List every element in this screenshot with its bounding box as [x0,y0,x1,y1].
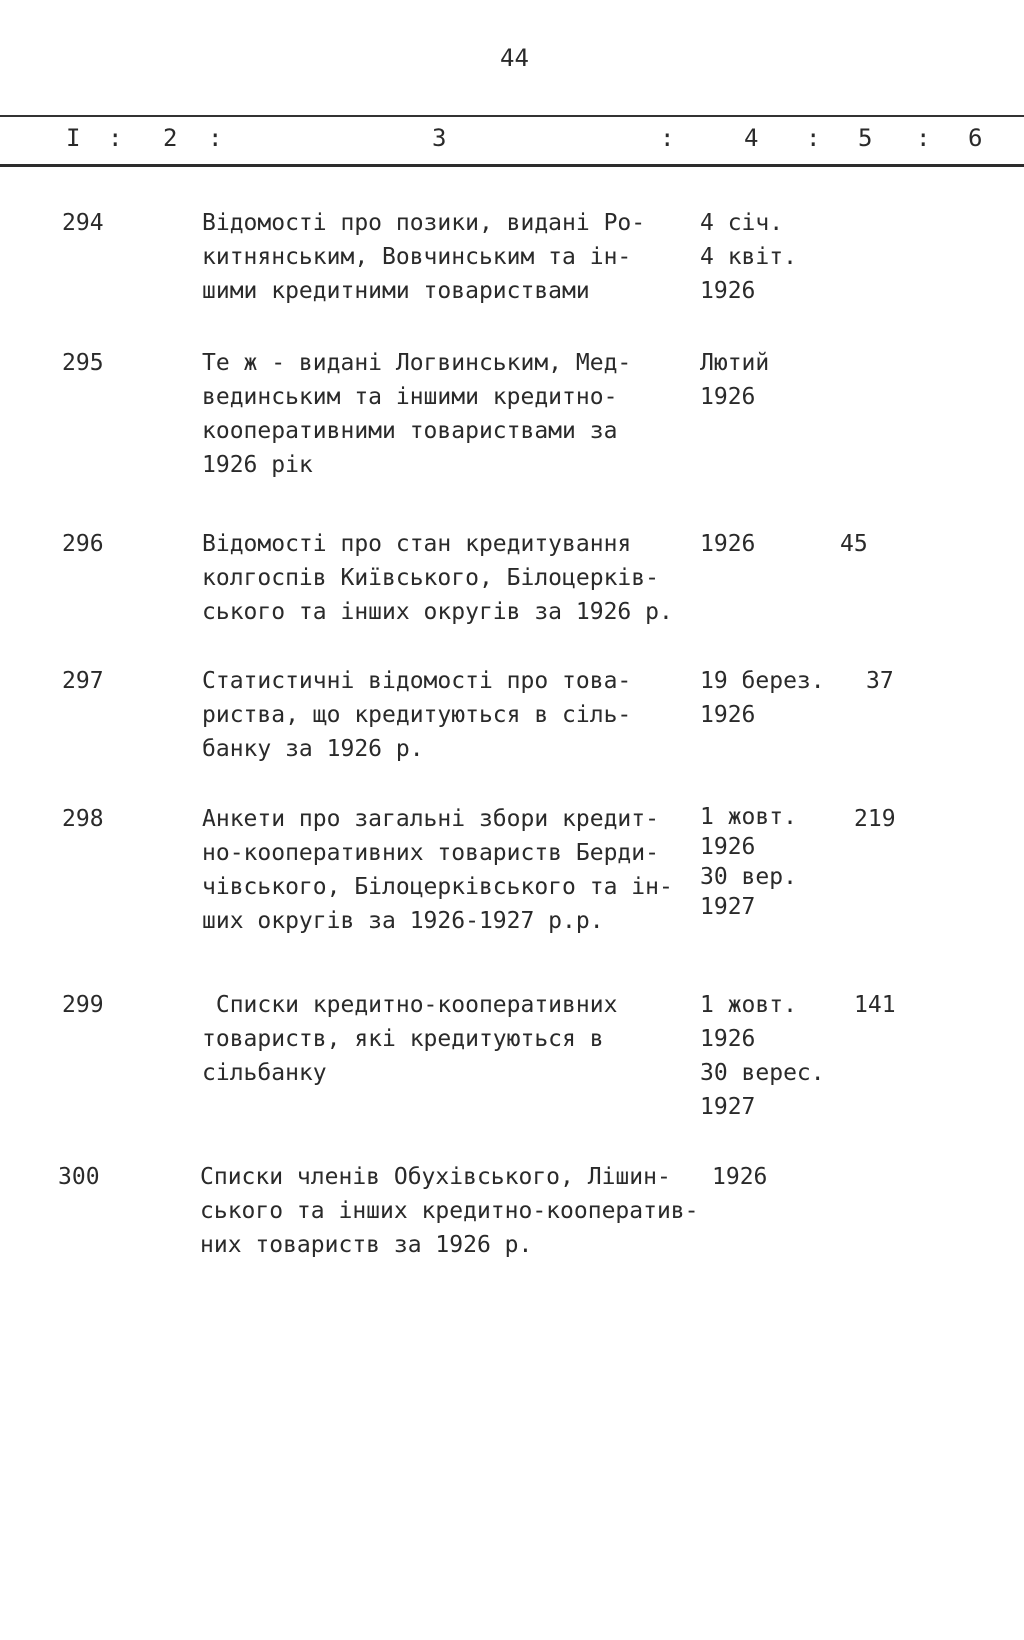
header-top-rule [0,115,1024,117]
description-line: Те ж - видані Логвинським, Мед- [202,350,632,376]
row-description [202,206,702,308]
row-description [202,664,702,766]
date-line: 1926 [712,1164,768,1190]
row-dates [700,802,840,922]
row-dates [712,1160,852,1194]
row-sheet-count: 219 [854,806,896,832]
date-line: 1926 [700,834,756,860]
row-description [202,527,702,629]
description-line: но-кооперативних товариств Берди- [202,840,659,866]
row-description [202,988,702,1090]
header-separator: : [108,124,123,152]
description-line: риства, що кредитуються в сіль- [202,702,632,728]
header-col-2: 2 [163,124,178,152]
page-number: 44 [500,44,529,72]
row-number: 296 [62,531,104,557]
header-bottom-rule [0,164,1024,167]
description-line: Відомості про стан кредитування [202,531,632,557]
description-line: чівського, Білоцерківського та ін- [202,874,673,900]
row-sheet-count: 141 [854,992,896,1018]
row-sheet-count: 45 [840,531,868,557]
date-line: 1927 [700,894,756,920]
date-line: 1926 [700,278,756,304]
date-line: 30 вер. [700,864,797,890]
row-number: 297 [62,668,104,694]
header-col-3: 3 [432,124,447,152]
description-line: шими кредитними товариствами [202,278,590,304]
header-col-1: I [66,124,81,152]
date-line: 19 берез. [700,668,825,694]
header-separator: : [660,124,675,152]
date-line: 1926 [700,1026,756,1052]
row-dates [700,346,840,414]
header-col-6: 6 [968,124,983,152]
row-dates [700,664,840,732]
description-line: Анкети про загальні збори кредит- [202,806,659,832]
date-line: 4 квіт. [700,244,797,270]
description-line: Списки членів Обухівського, Лішин- [200,1164,671,1190]
description-line: Списки кредитно-кооперативних [202,992,618,1018]
header-col-4: 4 [744,124,759,152]
date-line: 1926 [700,531,756,557]
description-line: ського та інших кредитно-кооператив- [200,1198,699,1224]
row-dates [700,988,840,1124]
description-line: кооперативними товариствами за [202,418,618,444]
row-number: 298 [62,806,104,832]
header-separator: : [208,124,223,152]
description-line: вединським та іншими кредитно- [202,384,618,410]
date-line: 1927 [700,1094,756,1120]
row-number: 294 [62,210,104,236]
header-separator: : [806,124,821,152]
date-line: 30 верес. [700,1060,825,1086]
date-line: 1926 [700,384,756,410]
description-line: Відомості про позики, видані Ро- [202,210,646,236]
description-line: сільбанку [202,1060,327,1086]
date-line: 4 січ. [700,210,784,236]
description-line: колгоспів Київського, Білоцерків- [202,565,659,591]
description-line: ших округів за 1926-1927 р.р. [202,908,604,934]
header-col-5: 5 [858,124,873,152]
date-line: 1 жовт. [700,804,797,830]
column-header-row [0,124,1024,154]
row-description [202,802,702,938]
description-line: 1926 рік [202,452,313,478]
description-line: Статистичні відомості про това- [202,668,632,694]
row-sheet-count: 37 [866,668,894,694]
row-description [202,346,702,482]
date-line: 1 жовт. [700,992,797,1018]
description-line: ського та інших округів за 1926 р. [202,599,673,625]
row-number: 295 [62,350,104,376]
row-dates [700,206,840,308]
date-line: Лютий [700,350,770,376]
row-description [200,1160,700,1262]
row-number: 300 [58,1164,100,1190]
row-dates [700,527,840,561]
description-line: китнянським, Вовчинським та ін- [202,244,632,270]
header-separator: : [916,124,931,152]
description-line: банку за 1926 р. [202,736,424,762]
description-line: товариств, які кредитуються в [202,1026,604,1052]
row-number: 299 [62,992,104,1018]
date-line: 1926 [700,702,756,728]
description-line: них товариств за 1926 р. [200,1232,533,1258]
